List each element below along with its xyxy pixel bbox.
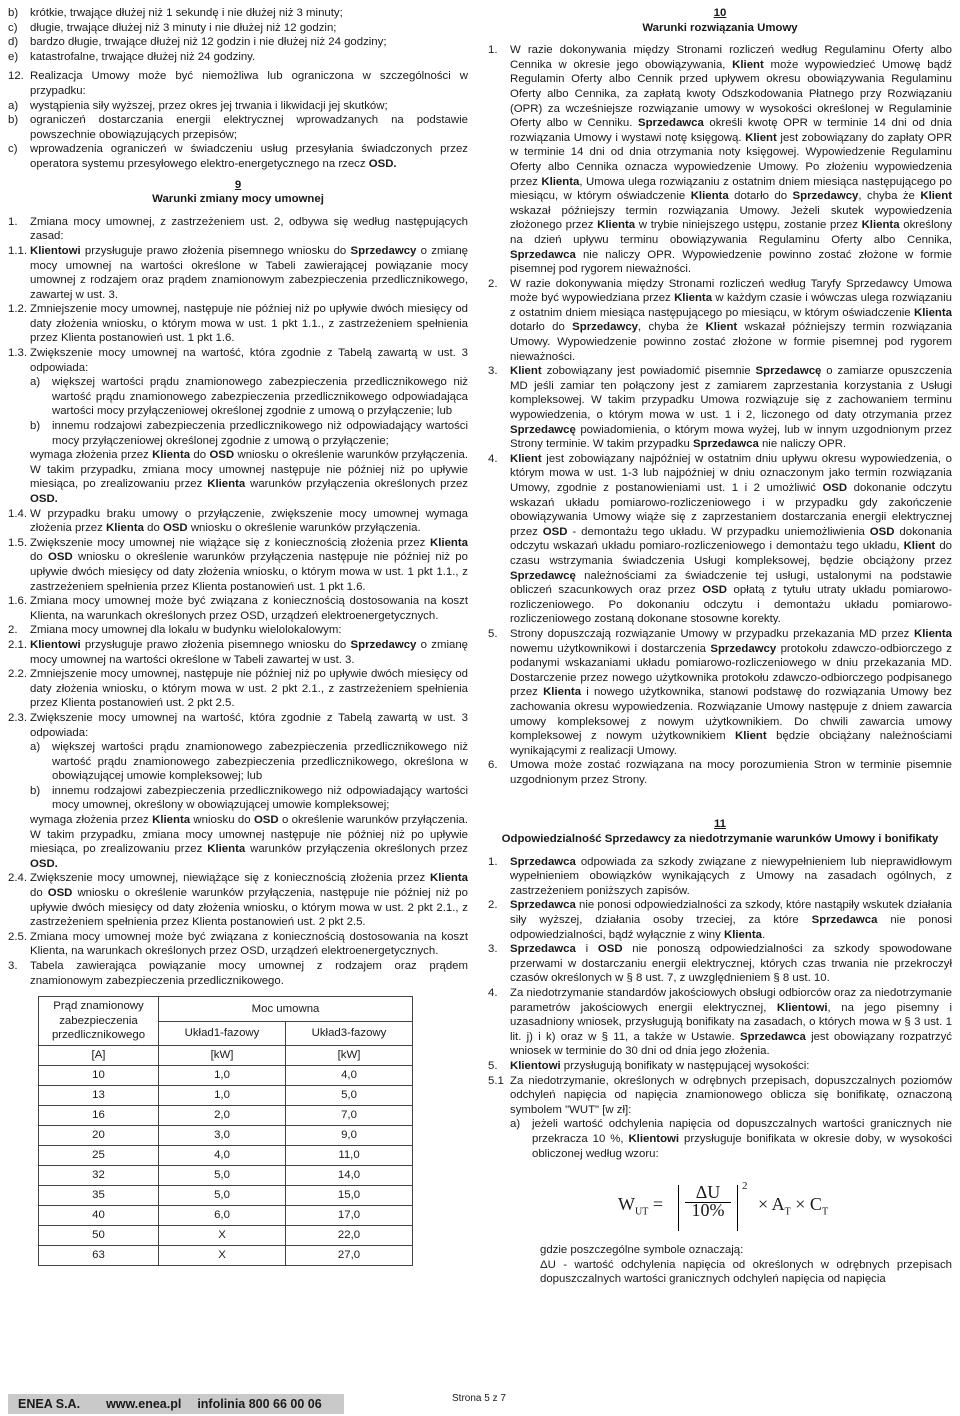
- list-item: a) większej wartości prądu znamionowego zabezpieczenia przedlicznikowego niż wartość prądu znamionowego zabezpieczenia przedlicznikowego odpowiadająca wartości mocy przyłączeniowej określonej zgodnie z umową o przyłączenie; lub: [30, 376, 468, 418]
- clause-10-1: 1. W razie dokonywania między Stronami rozliczeń według Regulaminu Oferty albo Cennika w okresie jego obowiązywania, Klient może wypowiedzieć Umowę bądź Regulamin Oferty albo Cennik przed upływem okresu obowiązywania Regulaminu Oferty albo Cennika, za zapłatą kwoty Odszkodowania Płatnego przy Rozwiązaniu (OPR) za wcześniejsze rozwiązanie umowy w wysokości określonej w Regulaminie Oferty albo w Cenniku. Sprzedawca określi kwotę OPR w terminie 14 dni od dnia rozwiązania Umowy i wystawi notę księgową. Klient jest zobowiązany do zapłaty OPR w terminie 14 dni od dnia otrzymania noty księgowej. Wypowiedzenie Regulaminu Oferty albo Cennika oznacza wypowiedzenie Umowy. Po złożeniu wypowiedzenia przez Klienta, Umowa ulega rozwiązaniu z ostatnim dniem miesiąca następującego po miesiącu, w którym oświadczenie Klienta dotarło do Sprzedawcy, chyba że Klient wskazał późniejszy termin rozwiązania Umowy. Jeżeli skutek wypowiedzenia złożonego przez Klienta w trybie niniejszego ustępu, zostanie przez Klienta określony na dzień upływu terminu obowiązywania Regulaminu Oferty albo Cennika, Sprzedawca nie naliczy OPR. Wypowiedzenie powinno zostać złożone w formie pisemnej pod rygorem nieważności.: [488, 44, 953, 276]
- clause-1-3-text: wymaga złożenia przez Klienta do OSD wniosku o określenie warunków przyłączenia. W takim przypadku, zmiana mocy umownej następuje nie później niż po upływie miesiąca, po zrealizowaniu przez Klienta warunków przyłączenia określonych przez OSD.: [30, 449, 468, 505]
- clause-1: 1. Zmiana mocy umownej, z zastrzeżeniem ust. 2, odbywa się według następujących zasad:: [8, 215, 468, 243]
- website-link[interactable]: www.enea.pl: [106, 1396, 182, 1411]
- clause-10-6: 6. Umowa może zostać rozwiązana na mocy porozumienia Stron w terminie pisemnie uzgodnionym przez Strony.: [488, 759, 952, 786]
- list-item: a) wystąpienia siły wyższej, przez okres jej trwania i likwidacji jej skutków;: [8, 99, 388, 112]
- clause-1-6: 1.6. Zmiana mocy umownej może być związana z koniecznością dostosowania na koszt Klienta, na warunkach określonych przez OSD, urządzeń elektroenergetycznych.: [8, 595, 468, 622]
- table-row: 13 1,0 5,0: [39, 1085, 413, 1105]
- list-item: c) długie, trwające dłużej niż 3 minuty i nie dłużej niż 12 godzin;: [8, 21, 337, 34]
- clause-1-3: 1.3. Zwiększenie mocy umownej na wartość, która zgodnie z Tabelą zawartą w ust. 3 odpowiada:: [8, 347, 468, 374]
- top-list: [8, 6, 468, 64]
- section-9-heading: 9 Warunki zmiany mocy umownej: [152, 178, 324, 206]
- list-item: b) krótkie, trwające dłużej niż 1 sekundę i nie dłużej niż 3 minuty;: [8, 7, 343, 19]
- paragraph-12: 12. Realizacja Umowy może być niemożliwa lub ograniczona w szczególności w przypadku:: [8, 70, 468, 97]
- clause-2-2: 2.2. Zmniejszenie mocy umownej, następuje nie później niż po upływie dwóch miesięcy od daty złożenia wniosku, o którym mowa w ust. 2 pkt 2.1., z zastrzeżeniem spełnienia przez Klienta postanowień ust. 2 pkt 2.5.: [8, 668, 468, 710]
- clause-11-5-1: 5.1 Za niedotrzymanie, określonych w odrębnych przepisach, dopuszczalnych poziomów odchyleń napięcia od napięcia znamionowego oblicza się bonifikatę, oznaczoną symbolem "WUT" [w zł]:: [488, 1074, 952, 1116]
- clause-10-3: 3. Klient zobowiązany jest powiadomić pisemnie Sprzedawcę o zamiarze opuszczenia MD jeśli zamiar ten połączony jest z zamiarem zaprzestania korzystania z Usługi kompleksowej. W takim przypadku Umowa rozwiązuje się z zachowaniem terminu wypowiedzenia, o którym mowa w ust. 1 i 2, liczonego od daty otrzymania przez Sprzedawcę powiadomienia, o którym mowa wyżej, lub w innym uzgodnionym przez Strony terminie. W takim przypadku Sprzedawca nie naliczy OPR.: [488, 365, 952, 451]
- symbol-definitions: gdzie poszczególne symbole oznaczają: ΔU - wartość odchylenia napięcia od określonych w odrębnych przepisach dopuszczalnych wartości granicznych odchyleń napięcia od napięcia: [540, 1244, 952, 1286]
- table-row: 35 5,0 15,0: [39, 1185, 413, 1205]
- table-row: 32 5,0 14,0: [39, 1165, 413, 1185]
- list-item: b) ograniczeń dostarczania energii elektrycznej wprowadzanych na podstawie powszechnie obowiązujących przepisów;: [8, 114, 468, 141]
- clause-10-4: 4. Klient jest zobowiązany najpóźniej w ostatnim dniu upływu okresu wypowiedzenia, o którym mowa w ust. 1-3 lub najpóźniej w dniu oznaczonym jako termin rozwiązania Umowy, zgodnie z postanowieniami ust. 1 i 2 umożliwić OSD dokonanie odczytu wskazań układu pomiarowo-rozliczeniowego i w przypadku gdy zakończenie obowiązywania Umowy wiąże się z zaprzestaniem dostarczania energii elektrycznej przez OSD - demontażu tego układu. W przypadku uniemożliwienia OSD dokonania odczytu wskazań układu pomiaro-rozliczeniowego i demontażu tego układu, Klient do czasu wstrzymania świadczenia Usługi kompleksowej, będzie obciążony przez Sprzedawcę należnościami za świadczenie tej usługi, ustalonymi na podstawie obliczeń szacunkowych oraz przez OSD opłatą z tytułu utraty układu pomiarowo-rozliczeniowego. Po dokonaniu odczytu i demontażu układu pomiarowo-rozliczeniowego zostaną dokonane stosowne korekty.: [488, 452, 953, 626]
- list-item: b) innemu rodzajowi zabezpieczenia przedlicznikowego niż odpowiadający wartości mocy umownej, określony w obowiązującej umowie kompleksowej;: [30, 784, 468, 812]
- table-header: Układ1-fazowy: [159, 1021, 286, 1045]
- list-item: a) jeżeli wartość odchylenia napięcia od dopuszczalnych wartości granicznych nie przekracza 10 %, Klientowi przysługuje bonifikata w okresie doby, w wysokości obliczonej według wzoru:: [510, 1118, 952, 1160]
- clause-11-4: 4. Za niedotrzymanie standardów jakościowych obsługi odbiorców oraz za niedotrzymanie parametrów jakościowych energii elektrycznej, Klientowi, na jego pisemny i uzasadniony wniosek, przysługują bonifikaty na zasadach, o których mowa w § 3 ust. 1 lit. j) i k) oraz w § 11, a także w Ustawie. Sprzedawca jest obowiązany rozpatrzyć wniosek w terminie do 30 dni od dnia jego złożenia.: [488, 987, 952, 1058]
- clause-1-1: 1.1. Klientowi przysługuje prawo złożenia pisemnego wniosku do Sprzedawcy o zmianę mocy umownej na wartości określone w Tabeli zawierającej powiązanie mocy umownej z rodzajem oraz prądem znamionowym zabezpieczenia przedlicznikowego, zawartej w ust. 3.: [8, 244, 468, 301]
- section-11-heading: 11 Odpowiedzialność Sprzedawcy za niedotrzymanie warunków Umowy i bonifikaty: [501, 818, 939, 846]
- clause-11-3: 3. Sprzedawca i OSD nie ponoszą odpowiedzialności za szkody spowodowane przerwami w dostarczaniu energii elektrycznej, których czas trwania nie przekroczył czasów określonych w § 8 ust. 7, z uwzględnieniem § 8 ust. 10.: [488, 943, 952, 985]
- table-row: 40 6,0 17,0: [39, 1205, 413, 1225]
- clause-1-4: 1.4. W przypadku braku umowy o przyłączenie, zwiększenie mocy umownej wymaga złożenia przez Klienta do OSD wniosku o określenie warunków przyłączenia.: [8, 507, 468, 535]
- clause-2-3: 2.3. Zwiększenie mocy umownej na wartość, która zgodnie z Tabelą zawartą w ust. 3 odpowiada:: [8, 711, 468, 739]
- footer: [0, 1392, 960, 1416]
- clause-3: 3. Tabela zawierająca powiązanie mocy umownej z rodzajem oraz prądem znamionowym zabezpieczenia przedlicznikowego.: [8, 960, 468, 987]
- table-row: 10 1,0 4,0: [39, 1065, 413, 1085]
- table-row: 25 4,0 11,0: [39, 1145, 413, 1165]
- clause-10-5: 5. Strony dopuszczają rozwiązanie Umowy w przypadku przekazania MD przez Klienta nowemu użytkownikowi i dostarczenia Sprzedawcy protokołu zdawczo-odbiorczego z podanymi wskazaniami układu pomiarowo-rozliczeniowego w dniu przekazania MD. Dostarczenie przez nowego użytkownika protokołu zdawczo-odbiorczego podpisanego przez Klienta i nowego użytkownika, stanowi podstawę do rozwiązania Umowy bez zachowania okresu wypowiedzenia. Rozwiązanie Umowy następuje z dniem zawarcia umowy kompleksowej z nowym użytkownikiem. Do chwili zawarcia umowy kompleksowej z nowym użytkownikiem Klient będzie obciążany należnościami wynikającymi z realizacji Umowy.: [488, 627, 952, 757]
- clause-2-3-text: wymaga złożenia przez Klienta wniosku do OSD o określenie warunków przyłączenia. W takim przypadku, zmiana mocy umownej następuje nie później niż po upływie miesiąca, po zrealizowaniu przez Klienta warunków przyłączenia określonych przez OSD.: [30, 814, 468, 870]
- table-header: Układ3-fazowy: [286, 1021, 413, 1045]
- clause-2-5: 2.5. Zmiana mocy umownej może być związana z koniecznością dostosowania na koszt Klienta, na warunkach określonych przez OSD, urządzeń elektroenergetycznych.: [8, 930, 468, 958]
- list-item: c) wprowadzenia ograniczeń w świadczeniu usług przesyłania świadczonych przez operatora systemu przesyłowego elektro-energetycznego na rzecz OSD.: [8, 143, 468, 170]
- clause-10-2: 2. W razie dokonywania między Stronami rozliczeń według Taryfy Sprzedawcy Umowa może być wypowiedziana przez Klienta w każdym czasie i wówczas ulega rozwiązaniu z ostatnim dniem miesiąca następującego po miesiącu, w którym oświadczenie Klienta dotarło do Sprzedawcy, chyba że Klient wskazał późniejszy termin rozwiązania Umowy. Wypowiedzenie powinno zostać złożone w formie pisemnej pod rygorem nieważności.: [488, 277, 952, 363]
- clause-1-2: 1.2. Zmniejszenie mocy umownej, następuje nie później niż po upływie dwóch miesięcy od daty złożenia wniosku, o którym mowa w ust. 1 pkt 1.1., z zastrzeżeniem spełnienia przez Klienta postanowień ust. 1 pkt 1.6.: [8, 303, 468, 345]
- footer-bar: ENEA S.A. www.enea.pl infolinia 800 66 00 06: [8, 1394, 344, 1414]
- clause-11-5: 5. Klientowi przysługują bonifikaty w następującej wysokości:: [488, 1059, 810, 1072]
- table-row: 16 2,0 7,0: [39, 1105, 413, 1125]
- table-row: 20 3,0 9,0: [39, 1125, 413, 1145]
- bonus-formula: $W_{UT}$ = ΔU 10% 2 × $A_T \times C_T$: [618, 1179, 952, 1235]
- clause-2-1: 2.1. Klientowi przysługuje prawo złożenia pisemnego wniosku do Sprzedawcy o zmianę mocy umownej na wartości określone w Tabeli zawartej w ust. 3.: [8, 638, 468, 666]
- table-row: [A] [kW] [kW]: [39, 1045, 413, 1065]
- page-number: Strona 5 z 7: [452, 1393, 506, 1404]
- table-row: 50 X 22,0: [39, 1225, 413, 1245]
- left-column: [8, 6, 468, 1266]
- list-item: e) katastrofalne, trwające dłużej niż 24 godziny.: [8, 50, 256, 63]
- list-item: b) innemu rodzajowi zabezpieczenia przedlicznikowego niż odpowiadający wartości mocy przyłączeniowej określonej zgodnie z umową o przyłączenie;: [30, 420, 468, 447]
- table-header: Moc umowna: [159, 997, 413, 1021]
- clause-1-5: 1.5. Zwiększenie mocy umownej nie wiążące się z koniecznością złożenia przez Klienta do OSD wniosku o określenie warunków przyłączenia następuje nie później niż po upływie dwóch miesięcy od daty złożenia wniosku, o którym mowa w ust. 1 pkt 1.1., z zastrzeżeniem spełnienia przez Klienta postanowień ust. 1 pkt 1.6.: [8, 536, 468, 593]
- table-header: Prąd znamionowy zabezpieczenia przedlicznikowego: [39, 997, 159, 1046]
- power-table: [38, 996, 413, 1266]
- list-item: a) większej wartości prądu znamionowego zabezpieczenia przedlicznikowego niż wartość prądu znamionowego zabezpieczenia przedlicznikowego, określona w obowiązującej umowie kompleksowej; lub: [30, 741, 468, 783]
- clause-2: 2. Zmiana mocy umownej dla lokalu w budynku wielolokalowym:: [8, 624, 342, 637]
- clause-11-2: 2. Sprzedawca nie ponosi odpowiedzialności za szkody, które nastąpiły wskutek działania siły wyższej, działania osoby trzeciej, za które Sprzedawca nie ponosi odpowiedzialności, bądź wyłącznie z winy Klienta.: [488, 899, 952, 941]
- list-item: d) bardzo długie, trwające dłużej niż 12 godzin i nie dłużej niż 24 godziny;: [8, 36, 387, 49]
- right-column: [488, 6, 952, 1287]
- clause-2-4: 2.4. Zwiększenie mocy umownej, niewiążące się z koniecznością złożenia przez Klienta do OSD wniosku o określenie warunków przyłączenia, następuje nie później niż po upływie dwóch miesięcy od daty złożenia wniosku, o którym mowa w ust. 2 pkt 2.1., z zastrzeżeniem spełnienia przez Klienta postanowień ust. 2 pkt 2.5.: [8, 872, 468, 929]
- table-row: 63 X 27,0: [39, 1245, 413, 1265]
- section-10-heading: 10 Warunki rozwiązania Umowy: [642, 7, 798, 34]
- clause-11-1: 1. Sprzedawca odpowiada za szkody związane z niewypełnieniem lub nieprawidłowym wypełnieniem obowiązków wynikających z Umowy na zasadach ogólnych, z zastrzeżeniem poniższych zapisów.: [488, 855, 952, 897]
